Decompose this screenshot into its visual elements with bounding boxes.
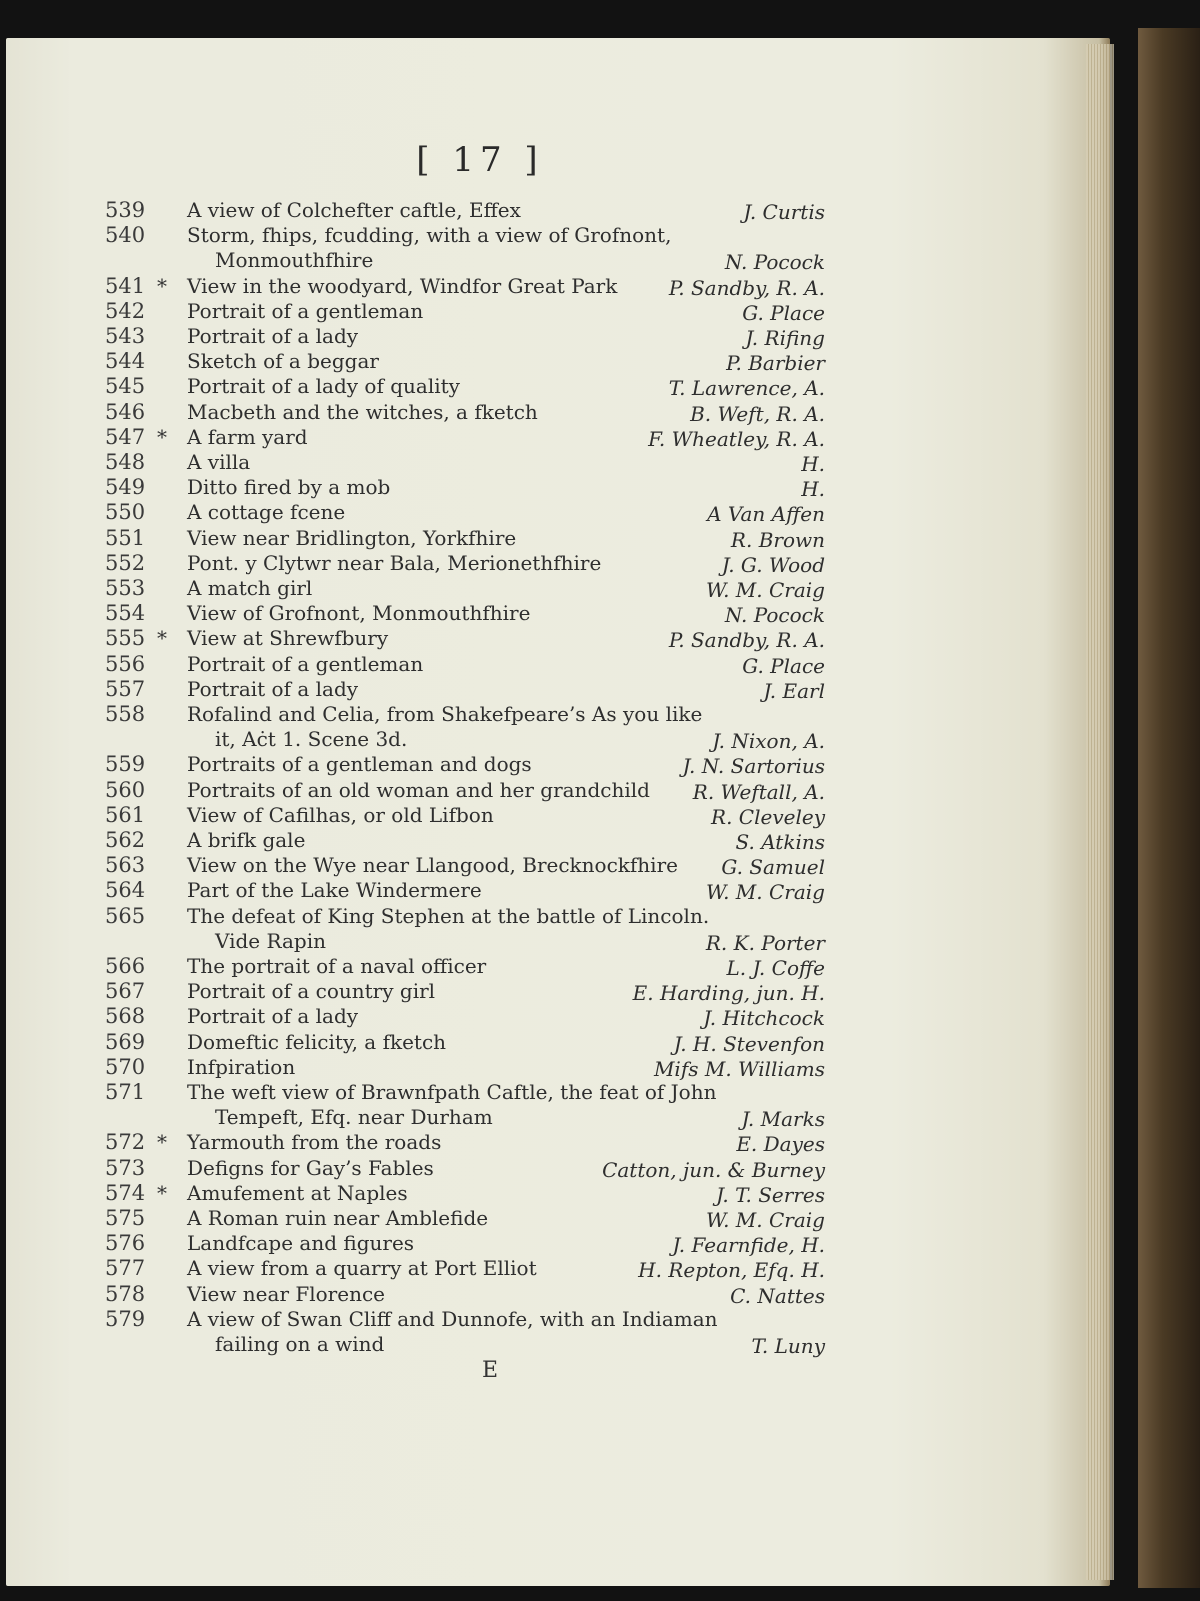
- asterisk-mark: *: [157, 424, 167, 449]
- entry-artist: J. T. Serres: [715, 1182, 825, 1207]
- entry-number: 541: [105, 273, 146, 298]
- entry-number: 543: [105, 324, 146, 348]
- entry-artist: R. Brown: [730, 527, 825, 552]
- entry-number: 565: [105, 903, 146, 928]
- entry-title: A view from a quarry at Port Elliot: [187, 1256, 537, 1281]
- entry-number: 574: [105, 1180, 146, 1205]
- entry-title: View of Grofnont, Monmouthfhire: [187, 601, 531, 626]
- entry-number: 552: [105, 550, 146, 575]
- entry-artist: L. J. Coffe: [726, 956, 825, 980]
- entry-title: The defeat of King Stephen at the battle of Lincoln.: [187, 903, 710, 928]
- entry-title-continuation: Monmouthfhire: [215, 248, 374, 273]
- entry-title: Portrait of a lady: [187, 324, 359, 348]
- entry-number: 561: [105, 802, 146, 827]
- entry-title: Amufement at Naples: [187, 1180, 408, 1205]
- entry-artist: J. Nixon, A.: [712, 729, 825, 754]
- entry-title: Domeftic felicity, a fketch: [187, 1029, 447, 1054]
- entry-number: 564: [105, 878, 146, 903]
- entry-title-continuation: Vide Rapin: [215, 928, 327, 953]
- entry-artist: Catton, jun. & Burney: [602, 1157, 825, 1182]
- entry-number: 577: [105, 1256, 146, 1281]
- entry-title: Portraits of an old woman and her grandchild: [187, 777, 650, 802]
- entry-title: Portrait of a gentleman: [187, 298, 424, 323]
- entry-title: Storm, fhips, fcudding, with a view of Grofnont,: [187, 223, 672, 248]
- entry-number: 575: [105, 1206, 146, 1230]
- entry-artist: P. Sandby, R. A.: [668, 275, 825, 300]
- entry-title: Portrait of a lady of quality: [187, 374, 460, 399]
- entry-title: Sketch of a beggar: [187, 349, 379, 374]
- entry-number: 544: [105, 349, 146, 374]
- entry-artist: N. Pocock: [724, 603, 825, 628]
- entry-title-continuation: it, Aċt 1. Scene 3d.: [215, 727, 408, 752]
- entry-artist: C. Nattes: [730, 1283, 825, 1308]
- entry-number: 560: [105, 777, 146, 802]
- entry-number: 540: [105, 223, 146, 248]
- entry-title: Portrait of a gentleman: [187, 651, 424, 676]
- entry-title: Portrait of a lady: [187, 1004, 359, 1029]
- entry-artist: P. Barbier: [726, 351, 825, 376]
- entry-number: 555: [105, 626, 146, 651]
- entry-artist: A Van Affen: [707, 502, 825, 527]
- entry-artist: E. Dayes: [736, 1132, 825, 1157]
- asterisk-mark: *: [157, 1180, 167, 1205]
- entry-artist: J. Hitchcock: [703, 1006, 825, 1031]
- entry-number: 569: [105, 1029, 146, 1054]
- entry-title: A brifk gale: [187, 828, 306, 852]
- entry-artist: E. Harding, jun. H.: [632, 981, 825, 1006]
- entry-number: 547: [105, 424, 146, 449]
- entry-artist: W. M. Craig: [706, 880, 825, 905]
- entry-number: 548: [105, 450, 146, 474]
- entry-title: Pont. y Clytwr near Bala, Merionethfhire: [187, 550, 602, 575]
- entry-title-continuation: Tempeft, Efq. near Durham: [215, 1105, 493, 1130]
- entry-artist: J. G. Wood: [721, 552, 825, 577]
- entry-title: View near Florence: [187, 1281, 385, 1306]
- entry-artist: W. M. Craig: [706, 1208, 825, 1232]
- entry-title: The portrait of a naval officer: [187, 954, 487, 978]
- entry-title: Part of the Lake Windermere: [187, 878, 482, 903]
- entry-artist: H.: [801, 477, 825, 502]
- entry-number: 549: [105, 475, 146, 500]
- entry-artist: J. Curtis: [743, 200, 825, 224]
- entry-number: 542: [105, 298, 146, 323]
- entry-number: 568: [105, 1004, 146, 1029]
- entry-number: 559: [105, 752, 146, 777]
- asterisk-mark: *: [157, 626, 167, 651]
- entry-artist: G. Place: [742, 300, 825, 325]
- entry-artist: N. Pocock: [724, 250, 825, 275]
- entry-artist: R. Weftall, A.: [692, 779, 825, 804]
- entry-title: A Roman ruin near Amblefide: [187, 1206, 489, 1230]
- entry-artist: T. Lawrence, A.: [668, 376, 825, 401]
- entry-artist: S. Atkins: [735, 830, 825, 854]
- entry-number: 550: [105, 500, 146, 525]
- entry-title: Landfcape and figures: [187, 1231, 415, 1256]
- entry-artist: G. Samuel: [721, 855, 825, 880]
- entry-number: 553: [105, 576, 146, 600]
- entry-title: Rofalind and Celia, from Shakefpeare’s As you like: [187, 702, 703, 726]
- entry-artist: W. M. Craig: [706, 578, 825, 602]
- entry-number: 557: [105, 676, 146, 701]
- entry-number: 546: [105, 399, 146, 424]
- entry-title: Defigns for Gay’s Fables: [187, 1155, 434, 1180]
- entry-number: 567: [105, 979, 146, 1004]
- entry-artist: H. Repton, Efq. H.: [638, 1258, 825, 1283]
- entry-artist: G. Place: [742, 653, 825, 678]
- entry-title: View at Shrewfbury: [187, 626, 389, 651]
- entry-number: 551: [105, 525, 146, 550]
- catalogue-page: [6, 38, 1110, 1586]
- entry-title: Portrait of a lady: [187, 676, 359, 701]
- entry-artist: J. H. Stevenfon: [673, 1031, 825, 1056]
- entry-number: 579: [105, 1306, 146, 1331]
- entry-number: 554: [105, 601, 146, 626]
- entry-title: Ditto fired by a mob: [187, 475, 391, 500]
- signature-mark: E: [481, 1358, 499, 1383]
- entry-number: 558: [105, 702, 146, 726]
- entry-artist: J. N. Sartorius: [682, 754, 825, 779]
- entry-artist: H.: [801, 452, 825, 476]
- book-binding: [1138, 28, 1200, 1588]
- entry-number: 566: [105, 954, 146, 978]
- entry-title: A cottage fcene: [187, 500, 346, 525]
- entry-title: A villa: [187, 450, 251, 474]
- entry-number: 573: [105, 1155, 146, 1180]
- entry-artist: J. Rifing: [745, 326, 825, 350]
- asterisk-mark: *: [157, 1130, 167, 1155]
- entry-number: 578: [105, 1281, 146, 1306]
- entry-title: A view of Colchefter caftle, Effex: [187, 198, 521, 222]
- entry-number: 562: [105, 828, 146, 852]
- page-header: [ 17 ]: [416, 140, 544, 180]
- entry-number: 563: [105, 853, 146, 878]
- entry-title: Yarmouth from the roads: [187, 1130, 442, 1155]
- entry-artist: F. Wheatley, R. A.: [648, 426, 825, 451]
- entry-artist: P. Sandby, R. A.: [668, 628, 825, 653]
- entry-number: 572: [105, 1130, 146, 1155]
- asterisk-mark: *: [157, 273, 167, 298]
- entry-title: The weft view of Brawnfpath Caftle, the feat of John: [187, 1080, 717, 1104]
- entry-number: 571: [105, 1080, 146, 1104]
- entry-title: A farm yard: [187, 424, 308, 449]
- entry-artist: J. Fearnfide, H.: [672, 1233, 825, 1258]
- entry-title: Portrait of a country girl: [187, 979, 436, 1004]
- entry-artist: R. K. Porter: [705, 930, 825, 955]
- entry-title: Infpiration: [187, 1054, 296, 1079]
- entry-number: 545: [105, 374, 146, 399]
- entry-artist: J. Earl: [763, 678, 825, 703]
- entry-artist: T. Luny: [751, 1333, 825, 1358]
- entry-title: View near Bridlington, Yorkfhire: [187, 525, 517, 550]
- entry-number: 556: [105, 651, 146, 676]
- entry-number: 576: [105, 1231, 146, 1256]
- entry-artist: Mifs M. Williams: [653, 1056, 825, 1081]
- entry-title: Portraits of a gentleman and dogs: [187, 752, 532, 777]
- entry-title: View on the Wye near Llangood, Brecknockfhire: [187, 853, 678, 878]
- entry-artist: R. Cleveley: [711, 804, 825, 829]
- entry-number: 539: [105, 198, 146, 222]
- entry-title: A view of Swan Cliff and Dunnofe, with an Indiaman: [187, 1306, 718, 1331]
- entry-title: A match girl: [187, 576, 313, 600]
- entry-artist: B. Weft, R. A.: [690, 401, 825, 426]
- entry-title: View of Cafilhas, or old Lifbon: [187, 802, 494, 827]
- entry-title: View in the woodyard, Windfor Great Park: [187, 273, 618, 298]
- entry-number: 570: [105, 1054, 146, 1079]
- entry-title-continuation: failing on a wind: [215, 1331, 385, 1356]
- page-edges: [1086, 44, 1114, 1580]
- entry-title: Macbeth and the witches, a fketch: [187, 399, 538, 424]
- entry-artist: J. Marks: [741, 1107, 825, 1132]
